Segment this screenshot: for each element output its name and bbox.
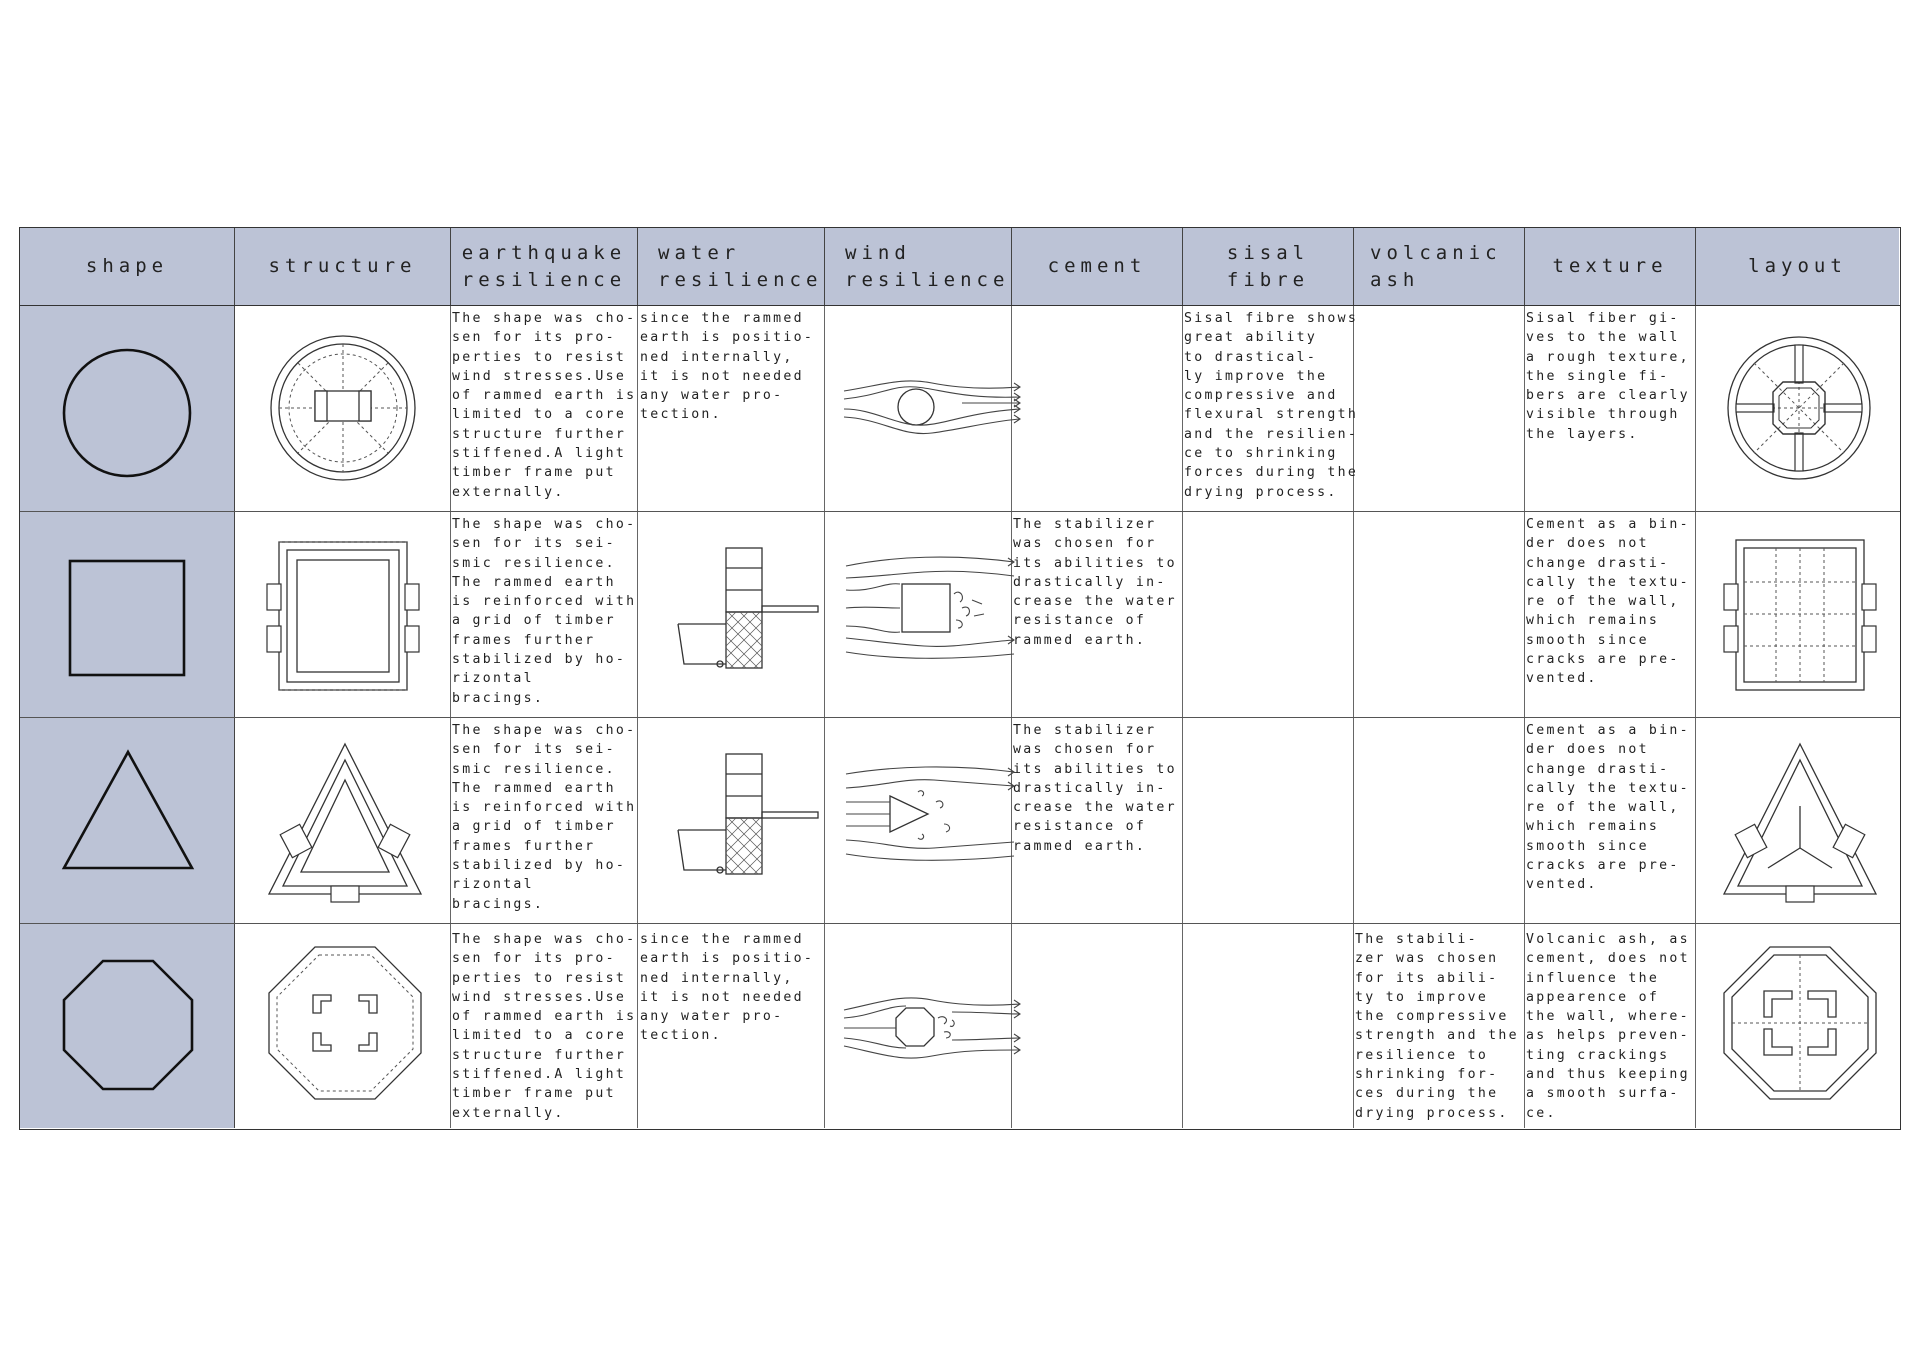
- earthquake-text: The shape was cho- sen for its pro- perties to resist wind stresses.Use of rammed earth is limited to a core structure further stiffened.A light timber frame put externally.: [452, 311, 637, 500]
- header-cement-label: cement: [1047, 255, 1147, 277]
- square-wind-flow-sketch: [844, 550, 1016, 666]
- header-cement: [1012, 228, 1183, 305]
- triangle-water-detail-sketch: [670, 752, 820, 882]
- header-shape-label: shape: [85, 255, 169, 277]
- cement-text: The stabilizer was chosen for its abilities to drastically in- crease the water resistance of rammed earth.: [1013, 517, 1177, 648]
- header-water-label: water resilience: [658, 241, 823, 291]
- earthquake-text: The shape was cho- sen for its sei- smic resilience. The rammed earth is reinforced with a grid of timber frames further stabilized by ho- rizontal bracings.: [452, 517, 637, 706]
- square-shape-icon: [67, 558, 187, 678]
- header-structure: [235, 228, 451, 305]
- cement-text: The stabilizer was chosen for its abilities to drastically in- crease the water resistance of rammed earth.: [1013, 723, 1177, 854]
- texture-text: Cement as a bin- der does not change drasti- cally the textu- re of the wall, which remains smooth since cracks are pre- vented.: [1526, 517, 1690, 687]
- header-earthquake: [451, 228, 638, 305]
- water-text: since the rammed earth is positio- ned internally, it is not needed any water pro- tection.: [640, 932, 815, 1044]
- square-water-detail-sketch: [670, 546, 820, 676]
- water-text: since the rammed earth is positio- ned internally, it is not needed any water pro- tection.: [640, 311, 815, 423]
- volcanic-text: The stabili- zer was chosen for its abili- ty to improve the compressive strength and the resilience to shrinking for- ces during the drying process.: [1355, 932, 1519, 1121]
- header-water: [638, 228, 825, 305]
- triangle-wind-flow-sketch: [844, 758, 1016, 868]
- octagon-structure-sketch: [265, 943, 425, 1103]
- header-shape: [20, 228, 235, 305]
- header-divider: [20, 305, 1900, 306]
- earthquake-text: The shape was cho- sen for its sei- smic resilience. The rammed earth is reinforced with a grid of timber frames further stabilized by ho- rizontal bracings.: [452, 723, 637, 912]
- header-layout-label: layout: [1748, 255, 1847, 277]
- texture-text: Cement as a bin- der does not change drasti- cally the textu- re of the wall, which remains smooth since cracks are pre- vented.: [1526, 723, 1690, 893]
- texture-text: Volcanic ash, as cement, does not influence the appearence of the wall, where- as helps preven- ting crackings and thus keeping a smooth surfa- ce.: [1526, 932, 1690, 1121]
- triangle-layout-sketch: [1720, 740, 1880, 908]
- row-divider: [20, 717, 1900, 718]
- header-sisal-label: sisal fibre: [1226, 241, 1310, 291]
- header-wind-label: wind resilience: [845, 241, 1010, 291]
- header-structure-label: structure: [268, 255, 417, 277]
- header-volcanic-label: volcanic ash: [1370, 241, 1502, 291]
- square-structure-sketch: [265, 536, 421, 696]
- circle-layout-sketch: [1725, 334, 1873, 482]
- header-volcanic: [1354, 228, 1525, 305]
- square-layout-sketch: [1720, 534, 1880, 696]
- header-texture: [1525, 228, 1696, 305]
- row-divider: [20, 923, 1900, 924]
- header-earthquake-label: earthquake resilience: [461, 241, 627, 291]
- triangle-structure-sketch: [265, 740, 425, 908]
- earthquake-text: The shape was cho- sen for its pro- perties to resist wind stresses.Use of rammed earth is limited to a core structure further stiffened.A light timber frame put externally.: [452, 932, 637, 1121]
- header-texture-label: texture: [1552, 255, 1668, 277]
- header-wind: [825, 228, 1012, 305]
- header-sisal: [1183, 228, 1354, 305]
- circle-structure-sketch: [268, 333, 418, 483]
- header-layout: [1696, 228, 1899, 305]
- octagon-wind-flow-sketch: [842, 988, 1022, 1068]
- circle-shape-icon: [60, 346, 194, 480]
- row-divider: [20, 511, 1900, 512]
- triangle-shape-icon: [60, 748, 196, 872]
- octagon-shape-icon: [61, 958, 195, 1092]
- circle-wind-flow-sketch: [842, 371, 1022, 443]
- texture-text: Sisal fiber gi- ves to the wall a rough texture, the single fi- bers are clearly visible through the layers.: [1526, 311, 1690, 442]
- sisal-text: Sisal fibre shows great ability to drastical- ly improve the compressive and flexural strength and the resilien- ce to shrinking forces during the drying process.: [1184, 311, 1359, 500]
- octagon-layout-sketch: [1720, 943, 1880, 1103]
- comparison-matrix: [19, 227, 1901, 1130]
